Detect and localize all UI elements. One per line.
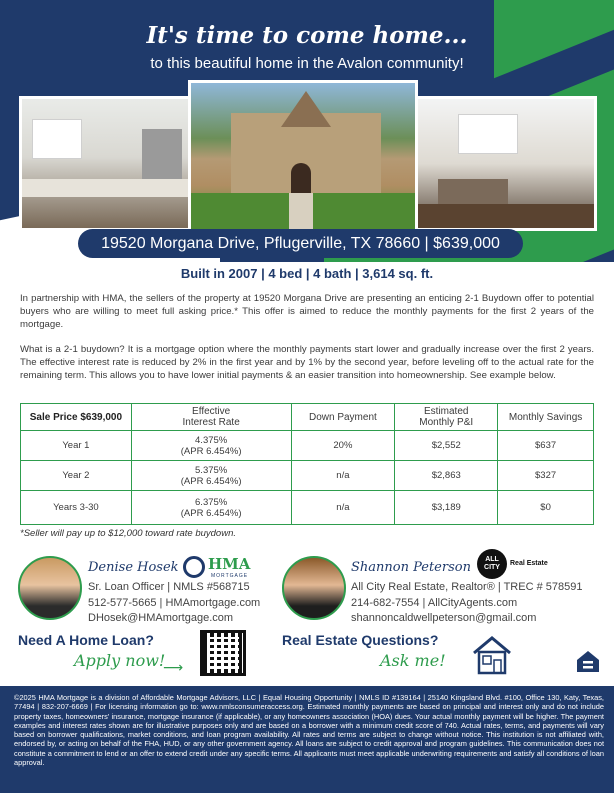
all-city-logo: ALL CITY: [477, 549, 507, 579]
cell-savings: $327: [498, 461, 594, 491]
table-header-row: [21, 404, 594, 431]
realtor-avatar: [282, 556, 346, 620]
apr-value: (APR 6.454%): [180, 507, 242, 519]
loan-officer-name: Denise Hosek: [88, 560, 179, 575]
cell-period: Year 1: [21, 431, 132, 461]
headline: It's time to come home...: [146, 22, 468, 49]
ask-me-link[interactable]: Ask me!: [380, 651, 446, 670]
qr-pattern: [207, 637, 239, 669]
cell-period: Years 3-30: [21, 491, 132, 525]
subhead: to this beautiful home in the Avalon community!: [150, 55, 464, 72]
rate-value: 6.375%: [195, 496, 228, 508]
apply-now-link[interactable]: Apply now!: [74, 651, 166, 670]
cell-rate: [131, 491, 291, 525]
rate-value: 4.375%: [195, 434, 228, 446]
intro-paragraph: In partnership with HMA, the sellers of the property at 19520 Morgana Drive are presenting an enticing 2-1 Buydown offer to potential buyers who are willing to meet full asking price.* This offer is aimed to reduce the monthly payments for the first 2 years of the mortgage.: [20, 293, 594, 330]
realtor-title: All City Real Estate, Realtor® | TREC # 578591: [351, 581, 583, 593]
loan-officer-email[interactable]: DHosek@HMAmortgage.com: [88, 612, 234, 624]
seller-footnote: *Seller will pay up to $12,000 toward rate buydown.: [20, 528, 236, 539]
loan-officer-contact[interactable]: 512-577-5665 | HMAmortgage.com: [88, 597, 261, 609]
rate-value: 5.375%: [195, 464, 228, 476]
apr-value: (APR 6.454%): [180, 445, 242, 457]
table-row: [21, 461, 594, 491]
property-specs: Built in 2007 | 4 bed | 4 bath | 3,614 sq. ft.: [180, 266, 434, 281]
house-exterior-photo: [188, 80, 418, 232]
hma-house-icon: [183, 556, 205, 578]
kitchen-photo: [19, 96, 191, 231]
cell-pi: $2,552: [395, 431, 498, 461]
cell-pi: $3,189: [395, 491, 498, 525]
buydown-explanation: What is a 2-1 buydown? It is a mortgage option where the monthly payments start lower and gradually increase over the first 2 years. The effective interest rate is reduced by 2% in the first year and by 1% by the second year, before leveling off to the actual rate for the remaining term. This allows you to have lower initial payments & an easier transition into homeownership. See example below.: [20, 344, 594, 381]
table-row: [21, 431, 594, 461]
home-loan-cta-title: Need A Home Loan?: [18, 632, 154, 648]
loan-officer-avatar: [18, 556, 82, 620]
header-down-payment: Down Payment: [291, 404, 395, 431]
cell-savings: $637: [498, 431, 594, 461]
cell-down: 20%: [291, 431, 395, 461]
cell-period: Year 2: [21, 461, 132, 491]
buydown-table: [20, 403, 594, 525]
header-interest-rate: [131, 404, 291, 431]
cell-down: n/a: [291, 461, 395, 491]
realtor-contact[interactable]: 214-682-7554 | AllCityAgents.com: [351, 597, 518, 609]
real-estate-cta-title: Real Estate Questions?: [282, 632, 439, 648]
header-monthly-pi: [395, 404, 498, 431]
arrow-right-icon: ⟶: [163, 660, 184, 676]
hma-logo-text: HMA: [208, 555, 251, 573]
hma-logo: [183, 554, 253, 580]
apr-value: (APR 6.454%): [180, 475, 242, 487]
address-price-banner: 19520 Morgana Drive, Pflugerville, TX 78660 | $639,000: [78, 229, 523, 258]
header-sale-price: Sale Price $639,000: [21, 404, 132, 431]
realtor-name: Shannon Peterson: [351, 560, 471, 575]
cell-rate: [131, 461, 291, 491]
all-city-logo-sub: Real Estate: [510, 560, 548, 567]
hma-logo-sub: MORTGAGE: [211, 573, 249, 579]
cell-down: n/a: [291, 491, 395, 525]
loan-officer-title: Sr. Loan Officer | NMLS #568715: [88, 581, 250, 593]
header-monthly-savings: Monthly Savings: [498, 404, 594, 431]
qr-code-icon[interactable]: [200, 630, 246, 676]
header-monthly-pi-label: Estimated Monthly P&I: [419, 406, 474, 428]
cell-pi: $2,863: [395, 461, 498, 491]
equal-housing-opportunity-icon: [574, 648, 602, 676]
house-icon: [470, 633, 514, 677]
legal-footer: [0, 686, 614, 793]
legal-disclaimer: ©2025 HMA Mortgage is a division of Affordable Mortgage Advisors, LLC | Equal Housing Opportunity | NMLS ID #139164 | 25140 Kingsland Blvd. #100, Office 130, Katy, Texas, 77494 | 832-207-6669 | For licensing information go to: www.nmlsconsumeraccess.org. Estimated monthly payments are based on principal and interest only and do not include property taxes, homeowners' insurance, mortgage insurance (if applicable), or any homeowners association (HOA) dues. Your actual monthly payment will be higher. The payment examples and interest rates shown are for illustrative purposes only and are based on a borrower with a minimum credit score of 740. Actual rates, terms, and payments will vary based on borrower qualifications, market conditions, and loan program availability. All rates and terms are subject to change without notice. This institution is not affiliated with, endorsed by, or acting on behalf of the FHA, HUD, or any other government agency. All loans are subject to credit approval and program guidelines. This communication does not constitute a commitment to lend or an offer to extend credit under any specific terms. All applicants must meet applicable underwriting requirements and satisfy all conditions of loan approval.: [14, 693, 604, 768]
realtor-email[interactable]: shannoncaldwellpeterson@gmail.com: [351, 612, 537, 624]
cell-rate: [131, 431, 291, 461]
table-row: [21, 491, 594, 525]
header-interest-rate-label: Effective Interest Rate: [182, 406, 240, 428]
living-room-photo: [415, 96, 597, 231]
cell-savings: $0: [498, 491, 594, 525]
